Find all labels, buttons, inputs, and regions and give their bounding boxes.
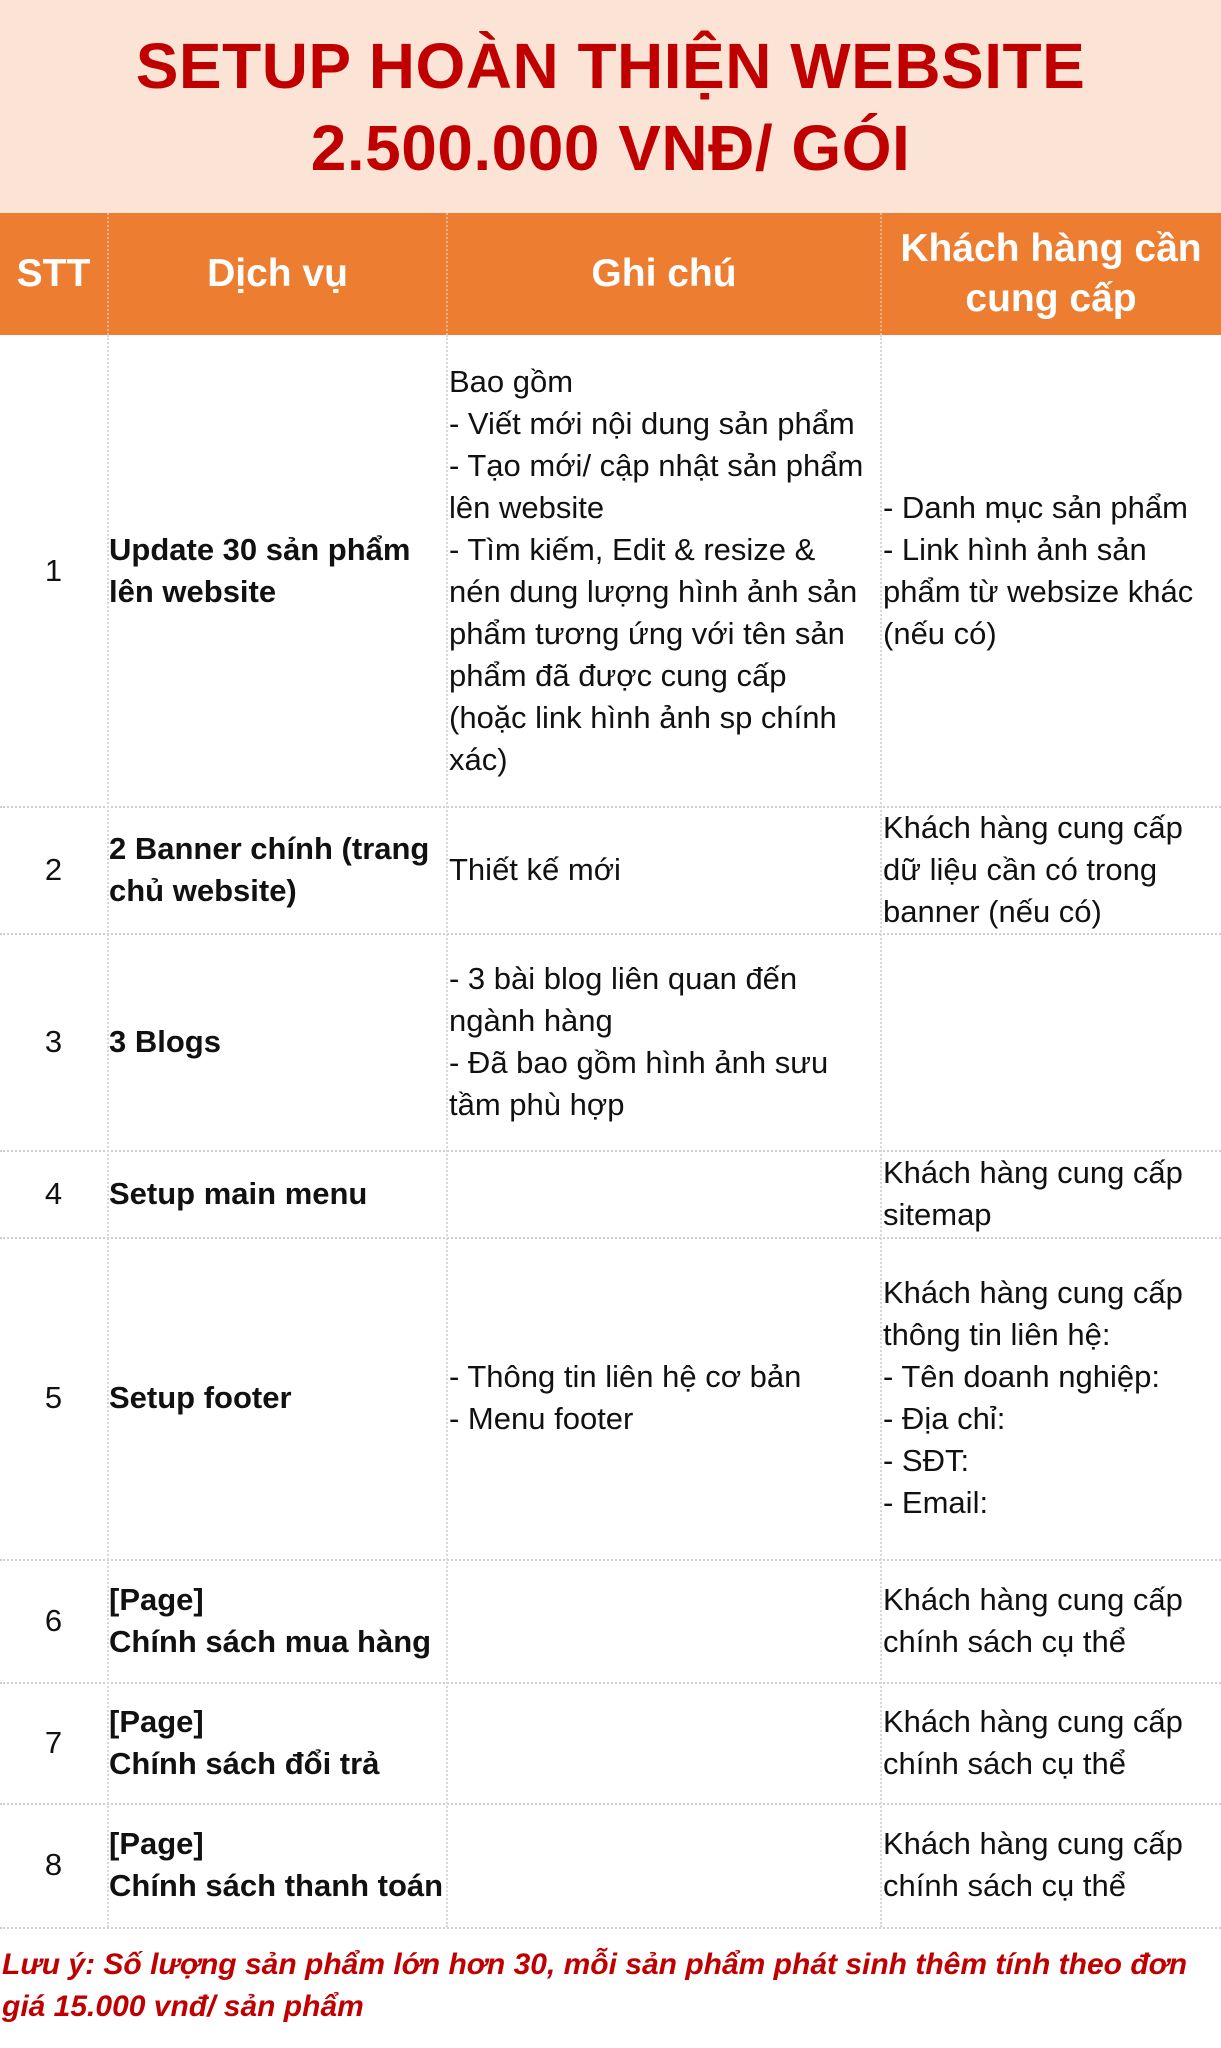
customer-cell — [883, 1150, 1219, 1237]
service-cell-line: Setup main menu — [109, 1175, 368, 1211]
note-cell-line: - Viết mới nội dung sản phẩm — [449, 405, 855, 441]
service-cell-line: Update 30 sản phẩm — [109, 531, 411, 567]
service-cell — [109, 933, 446, 1150]
service-cell-line: 3 Blogs — [109, 1023, 221, 1059]
note-cell — [449, 1803, 879, 1927]
note-cell-line: Bao gồm — [449, 363, 574, 399]
service-cell — [109, 1803, 446, 1927]
header-note: Ghi chú — [591, 252, 737, 295]
row-divider — [0, 1150, 1221, 1152]
customer-cell-line: Khách hàng cung cấp — [883, 809, 1183, 845]
service-cell-line: [Page] — [109, 1826, 204, 1861]
customer-cell-line: Khách hàng cung cấp — [883, 1826, 1183, 1861]
service-cell — [109, 1682, 446, 1803]
customer-cell — [883, 1237, 1219, 1559]
customer-cell-line: (nếu có) — [883, 615, 997, 651]
customer-cell-line: phẩm từ websize khác — [883, 573, 1194, 609]
table-row — [0, 1682, 1221, 1803]
customer-cell-line: sitemap — [883, 1196, 992, 1232]
customer-cell-line: dữ liệu cần có trong — [883, 851, 1158, 887]
row-number: 3 — [44, 1023, 63, 1059]
row-divider — [0, 1559, 1221, 1561]
customer-cell-line: Khách hàng cung cấp — [883, 1154, 1183, 1190]
customer-cell — [883, 335, 1219, 806]
header-divider — [880, 213, 882, 335]
customer-cell-line: - SĐT: — [883, 1443, 970, 1478]
service-cell-line: Chính sách thanh toán — [109, 1868, 444, 1903]
service-cell-line: Setup footer — [109, 1380, 292, 1415]
service-cell-line: Chính sách đổi trả — [109, 1745, 380, 1781]
table-row — [0, 1559, 1221, 1682]
customer-cell — [883, 806, 1219, 933]
customer-cell — [883, 1559, 1219, 1682]
note-cell-line: xác) — [449, 741, 508, 777]
note-cell — [449, 1150, 879, 1237]
service-cell-line: chủ website) — [109, 872, 297, 908]
table-row — [0, 933, 1221, 1150]
table-row — [0, 806, 1221, 933]
customer-cell-line: chính sách cụ thể — [883, 1745, 1126, 1781]
row-divider — [0, 1682, 1221, 1684]
header-service: Dịch vụ — [207, 252, 348, 295]
service-cell-line: Chính sách mua hàng — [109, 1623, 432, 1659]
service-cell-line: 2 Banner chính (trang — [109, 830, 430, 866]
row-divider — [0, 1927, 1221, 1929]
note-cell — [449, 1559, 879, 1682]
note-cell-line: phẩm đã được cung cấp — [449, 657, 787, 693]
customer-cell — [883, 1803, 1219, 1927]
service-cell — [109, 806, 446, 933]
header-customer — [883, 213, 1219, 335]
service-cell — [109, 335, 446, 806]
customer-cell — [883, 1682, 1219, 1803]
note-cell-line: - Tìm kiếm, Edit & resize & — [449, 531, 816, 567]
column-divider — [107, 335, 109, 1927]
note-cell — [449, 1237, 879, 1559]
customer-cell-line: - Email: — [883, 1485, 989, 1520]
note-cell-line: phẩm tương ứng với tên sản — [449, 615, 845, 651]
note-cell-line: tầm phù hợp — [449, 1086, 625, 1122]
service-cell-line: lên website — [109, 573, 277, 609]
service-cell — [109, 1150, 446, 1237]
customer-cell-line: chính sách cụ thể — [883, 1868, 1126, 1903]
row-number: 2 — [44, 851, 63, 887]
footnote-line2: giá 15.000 vnđ/ sản phẩm — [2, 1990, 364, 2023]
note-cell-line: nén dung lượng hình ảnh sản — [449, 573, 858, 609]
row-divider — [0, 1237, 1221, 1239]
column-divider — [446, 335, 448, 1927]
customer-cell-line: thông tin liên hệ: — [883, 1317, 1111, 1352]
customer-cell-line: - Danh mục sản phẩm — [883, 489, 1188, 525]
note-cell-line: ngành hàng — [449, 1002, 613, 1038]
row-number: 4 — [44, 1175, 63, 1211]
row-number: 6 — [44, 1602, 63, 1638]
note-cell-line: - Thông tin liên hệ cơ bản — [449, 1359, 802, 1394]
row-divider — [0, 933, 1221, 935]
header-stt: STT — [16, 252, 91, 295]
customer-cell-line: banner (nếu có) — [883, 893, 1102, 929]
title-banner — [0, 0, 1221, 213]
header-divider — [446, 213, 448, 335]
service-cell-line: [Page] — [109, 1581, 204, 1617]
customer-cell-line: - Tên doanh nghiệp: — [883, 1359, 1160, 1394]
note-cell — [449, 806, 879, 933]
footnote-line1: Lưu ý: Số lượng sản phẩm lớn hơn 30, mỗi sản phẩm phát sinh thêm tính theo đơn — [2, 1948, 1188, 1981]
column-divider — [880, 335, 882, 1927]
customer-cell-line: Khách hàng cung cấp — [883, 1581, 1183, 1617]
header-customer-line1: Khách hàng cần — [900, 227, 1202, 270]
header-customer-line2: cung cấp — [965, 277, 1137, 320]
table-row — [0, 1150, 1221, 1237]
note-cell-line: - Tạo mới/ cập nhật sản phẩm — [449, 447, 864, 483]
note-cell-line: Thiết kế mới — [449, 851, 621, 887]
row-number: 7 — [44, 1724, 63, 1760]
service-cell — [109, 1237, 446, 1559]
customer-cell-line: chính sách cụ thể — [883, 1623, 1126, 1659]
service-cell — [109, 1559, 446, 1682]
row-divider — [0, 1803, 1221, 1805]
service-cell-line: [Page] — [109, 1703, 204, 1739]
note-cell — [449, 933, 879, 1150]
note-cell-line: - Menu footer — [449, 1401, 634, 1436]
price-title: 2.500.000 VNĐ/ GÓI — [310, 111, 911, 184]
page-title: SETUP HOÀN THIỆN WEBSITE — [135, 29, 1086, 102]
note-cell — [449, 335, 879, 806]
table-row — [0, 335, 1221, 806]
table-header — [0, 213, 1221, 335]
row-divider — [0, 806, 1221, 808]
customer-cell-line: - Link hình ảnh sản — [883, 531, 1147, 567]
customer-cell-line: Khách hàng cung cấp — [883, 1275, 1183, 1310]
row-number: 8 — [44, 1847, 63, 1882]
table-row — [0, 1237, 1221, 1559]
header-divider — [107, 213, 109, 335]
customer-cell-line: Khách hàng cung cấp — [883, 1703, 1183, 1739]
note-cell-line: (hoặc link hình ảnh sp chính — [449, 699, 837, 735]
table-row — [0, 1803, 1221, 1927]
customer-cell-line: - Địa chỉ: — [883, 1401, 1006, 1436]
note-cell — [449, 1682, 879, 1803]
row-number: 5 — [44, 1380, 63, 1415]
customer-cell — [883, 933, 1219, 1150]
note-cell-line: - Đã bao gồm hình ảnh sưu — [449, 1044, 829, 1080]
footnote — [2, 1944, 1217, 2028]
note-cell-line: lên website — [449, 489, 605, 525]
note-cell-line: - 3 bài blog liên quan đến — [449, 960, 798, 996]
row-number: 1 — [44, 552, 63, 588]
